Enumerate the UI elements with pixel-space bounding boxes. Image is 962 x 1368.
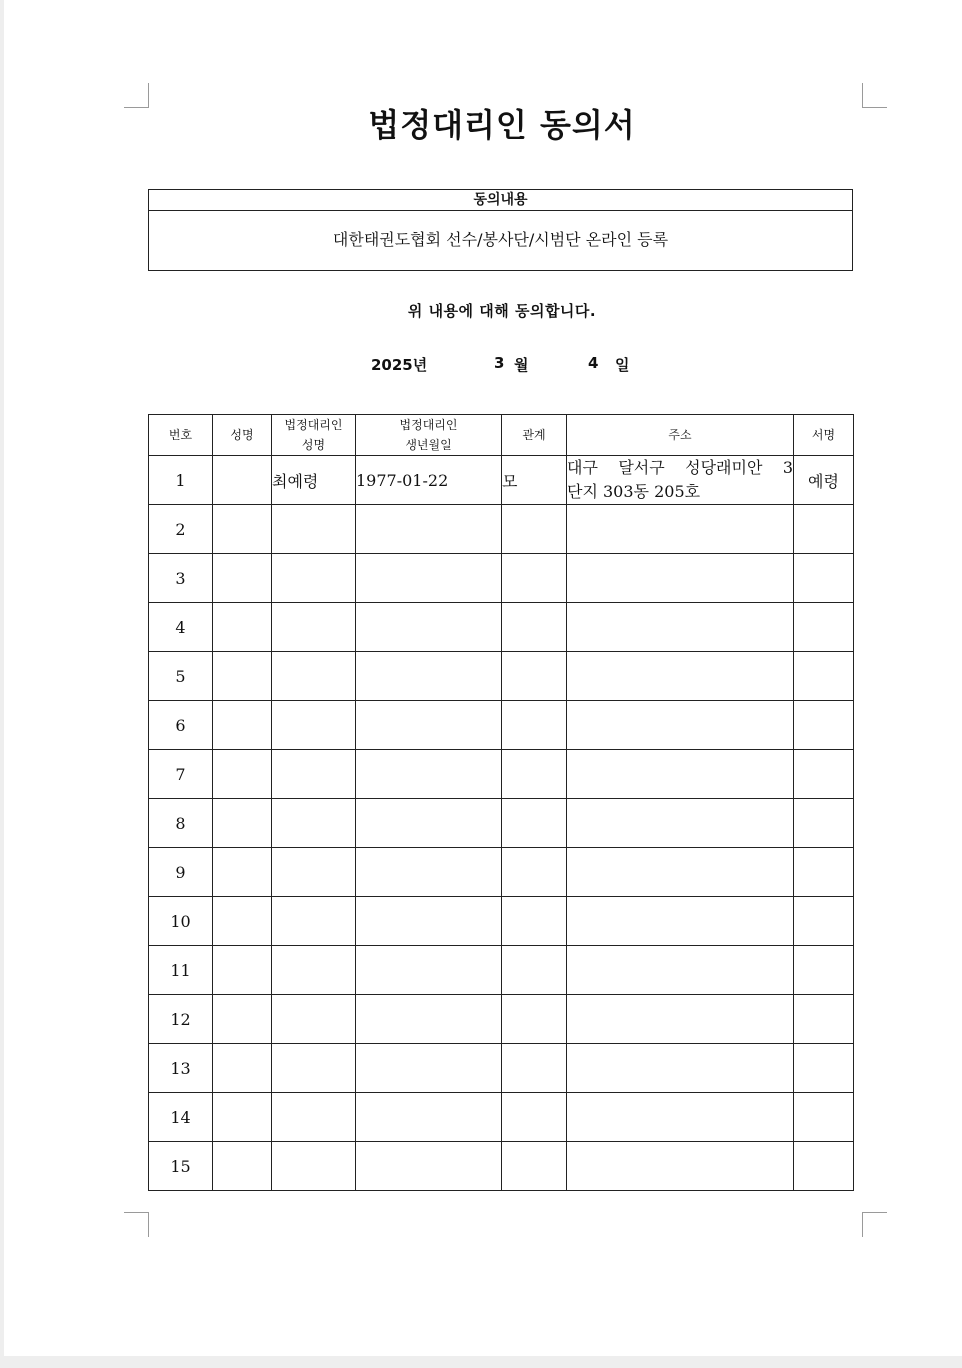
row-rep-name (272, 1142, 356, 1191)
table-row (149, 652, 854, 701)
date-month: 3 (494, 354, 505, 372)
row-number: 1 (149, 456, 213, 505)
row-name (213, 946, 272, 995)
row-rep-birth (356, 701, 502, 750)
row-number: 2 (149, 505, 213, 554)
row-rep-name (272, 946, 356, 995)
row-name (213, 1093, 272, 1142)
row-signature (794, 505, 854, 554)
row-rep-birth (356, 946, 502, 995)
row-name (213, 505, 272, 554)
header-number: 번호 (149, 415, 213, 456)
row-number: 6 (149, 701, 213, 750)
row-address (567, 750, 794, 799)
row-relation (502, 897, 567, 946)
row-address (567, 848, 794, 897)
row-number: 3 (149, 554, 213, 603)
row-rep-name (272, 554, 356, 603)
row-address (567, 946, 794, 995)
table-row (149, 701, 854, 750)
row-address (567, 701, 794, 750)
date-day-unit: 일 (615, 356, 630, 374)
row-address (567, 897, 794, 946)
row-signature (794, 750, 854, 799)
row-rep-name (272, 505, 356, 554)
consent-content: 대한태권도협회 선수/봉사단/시범단 온라인 등록 (332, 230, 669, 249)
table-row (149, 995, 854, 1044)
row-address (567, 505, 794, 554)
table-header-row (149, 415, 854, 456)
date-year: 2025년 (371, 356, 428, 374)
table-row (149, 946, 854, 995)
row-number: 14 (149, 1093, 213, 1142)
row-address (567, 1044, 794, 1093)
table-row (149, 848, 854, 897)
row-number: 10 (149, 897, 213, 946)
row-rep-name (272, 799, 356, 848)
table-row (149, 799, 854, 848)
row-signature (794, 603, 854, 652)
row-number: 13 (149, 1044, 213, 1093)
row-number: 7 (149, 750, 213, 799)
agreement-statement: 위 내용에 대해 동의합니다. (407, 302, 597, 320)
row-address (567, 652, 794, 701)
header-signature: 서명 (794, 415, 854, 456)
row-rep-name (272, 995, 356, 1044)
row-relation (502, 701, 567, 750)
header-rep-name-line2: 성명 (301, 438, 326, 452)
row-rep-birth (356, 1044, 502, 1093)
row-rep-name (272, 652, 356, 701)
row-name (213, 456, 272, 505)
row-name (213, 799, 272, 848)
row-relation (502, 1093, 567, 1142)
date-month-unit: 월 (514, 356, 529, 374)
row-rep-birth (356, 1093, 502, 1142)
row-rep-birth (356, 995, 502, 1044)
row-name (213, 750, 272, 799)
consent-header: 동의내용 (149, 190, 852, 211)
row-rep-name (272, 701, 356, 750)
row-address (567, 1142, 794, 1191)
row-rep-name: 최예령 (272, 456, 356, 505)
row-address (567, 995, 794, 1044)
row-rep-birth (356, 652, 502, 701)
row-number: 12 (149, 995, 213, 1044)
row-address (567, 799, 794, 848)
row-signature (794, 701, 854, 750)
row-relation (502, 799, 567, 848)
table-row (149, 603, 854, 652)
table-row (149, 505, 854, 554)
row-signature (794, 1093, 854, 1142)
row-signature: 예령 (794, 456, 854, 505)
row-address-line1: 대구 달서구 성당래미안 3 (567, 458, 793, 477)
row-rep-birth: 1977-01-22 (356, 456, 502, 505)
row-signature (794, 1142, 854, 1191)
row-rep-name (272, 897, 356, 946)
row-signature (794, 799, 854, 848)
row-name (213, 1142, 272, 1191)
row-number: 5 (149, 652, 213, 701)
row-rep-birth (356, 848, 502, 897)
row-signature (794, 946, 854, 995)
row-rep-birth (356, 505, 502, 554)
table-row (149, 750, 854, 799)
row-relation (502, 1044, 567, 1093)
header-rep-birth-line2: 생년월일 (405, 438, 452, 452)
row-name (213, 897, 272, 946)
row-rep-birth (356, 897, 502, 946)
row-rep-name (272, 603, 356, 652)
row-signature (794, 554, 854, 603)
header-rep-name-line1: 법정대리인 (284, 418, 343, 432)
row-rep-birth (356, 554, 502, 603)
row-relation: 모 (502, 456, 567, 505)
row-relation (502, 848, 567, 897)
row-name (213, 652, 272, 701)
row-name (213, 995, 272, 1044)
table-row (149, 1093, 854, 1142)
row-number: 4 (149, 603, 213, 652)
row-relation (502, 603, 567, 652)
row-name (213, 848, 272, 897)
row-rep-name (272, 848, 356, 897)
row-name (213, 554, 272, 603)
date-day: 4 (588, 354, 599, 372)
row-relation (502, 750, 567, 799)
table-row (149, 456, 854, 505)
row-name (213, 1044, 272, 1093)
header-relation: 관계 (502, 415, 567, 456)
row-number: 11 (149, 946, 213, 995)
row-signature (794, 848, 854, 897)
header-name: 성명 (213, 415, 272, 456)
row-number: 9 (149, 848, 213, 897)
header-address: 주소 (567, 415, 794, 456)
row-signature (794, 897, 854, 946)
row-signature (794, 995, 854, 1044)
row-relation (502, 652, 567, 701)
row-address-line2: 단지 303동 205호 (567, 482, 701, 501)
table-row (149, 554, 854, 603)
row-relation (502, 505, 567, 554)
crop-mark-bottom-right (862, 1212, 887, 1237)
row-address (567, 1093, 794, 1142)
row-name (213, 603, 272, 652)
crop-mark-bottom-left (124, 1212, 149, 1237)
row-signature (794, 1044, 854, 1093)
table-row (149, 897, 854, 946)
row-signature (794, 652, 854, 701)
row-rep-birth (356, 799, 502, 848)
document-title: 법정대리인 동의서 (368, 106, 636, 144)
row-number: 15 (149, 1142, 213, 1191)
table-row (149, 1142, 854, 1191)
row-rep-birth (356, 603, 502, 652)
row-address (567, 456, 794, 505)
row-relation (502, 1142, 567, 1191)
row-rep-name (272, 1093, 356, 1142)
row-relation (502, 946, 567, 995)
header-rep-birth (356, 415, 502, 456)
row-address (567, 603, 794, 652)
row-number: 8 (149, 799, 213, 848)
header-rep-birth-line1: 법정대리인 (399, 418, 458, 432)
table-row (149, 1044, 854, 1093)
row-rep-name (272, 1044, 356, 1093)
row-name (213, 701, 272, 750)
row-relation (502, 995, 567, 1044)
row-relation (502, 554, 567, 603)
row-rep-birth (356, 1142, 502, 1191)
row-rep-name (272, 750, 356, 799)
header-rep-name (272, 415, 356, 456)
representative-table (148, 414, 854, 1191)
row-rep-birth (356, 750, 502, 799)
row-address (567, 554, 794, 603)
consent-box (148, 189, 853, 271)
